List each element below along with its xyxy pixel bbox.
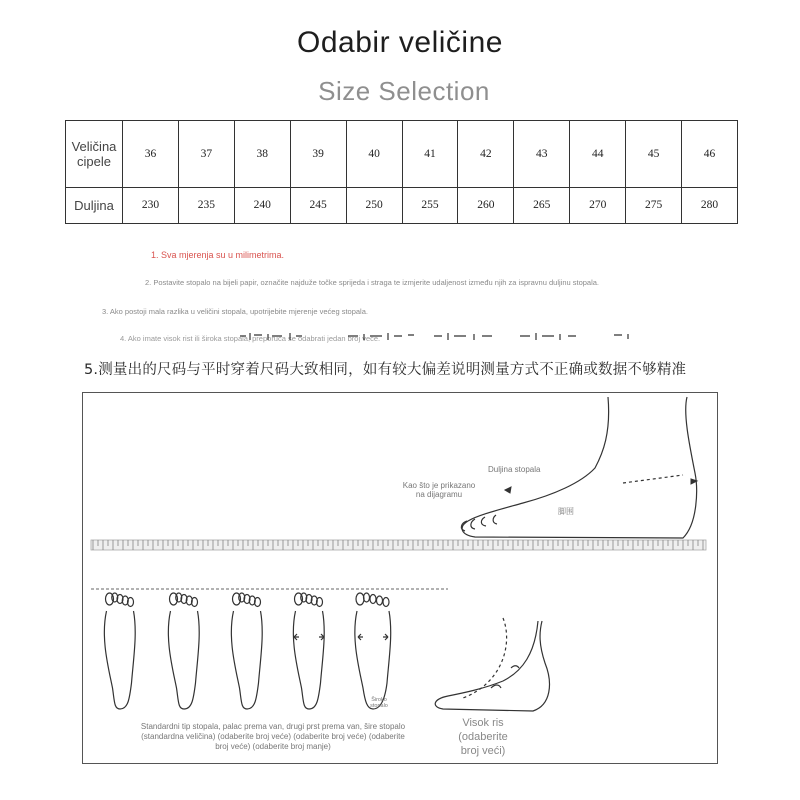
high-instep-foot (435, 618, 549, 711)
foot-outline (293, 593, 324, 709)
size-cell: 46 (682, 121, 738, 188)
note-1: 1. Sva mjerenja su u milimetrima. (151, 250, 285, 260)
foot-measure-illustration (82, 392, 718, 764)
note-3: 3. Ako postoji mala razlika u veličini stopala, upotrijebite mjerenje većeg stopala. (102, 307, 368, 316)
wide-foot-label (366, 697, 392, 709)
caption-line3: broj veće) (odaberite broj manje) (215, 742, 331, 751)
length-row-header: Duljina (66, 187, 123, 223)
length-cell: 240 (234, 187, 290, 223)
page-subtitle: Size Selection (318, 76, 490, 106)
length-cell: 255 (402, 187, 458, 223)
foot-outline (104, 593, 135, 709)
length-cell: 235 (178, 187, 234, 223)
length-cell: 260 (458, 187, 514, 223)
length-cell: 270 (570, 187, 626, 223)
size-row-header-line2: cipele (77, 153, 111, 169)
toe (377, 596, 383, 605)
size-cell: 36 (123, 121, 179, 188)
high-instep-label (447, 716, 519, 758)
toe (370, 595, 376, 604)
as-shown-line1: Kao što je prikazano (402, 481, 476, 490)
high-instep-line3: broj veći) (460, 745, 506, 757)
faded-text-artifact (238, 330, 638, 342)
size-cell: 39 (290, 121, 346, 188)
as-shown-label (395, 481, 483, 499)
foot-drawings (83, 393, 719, 765)
size-cell: 43 (514, 121, 570, 188)
note-4: 4. Ako imate visok rist ili široka stopala, preporuča se odabrati jedan broj veće. (120, 334, 381, 343)
length-cell: 265 (514, 187, 570, 223)
high-instep-line1: Visok ris (462, 717, 504, 729)
length-cell: 250 (346, 187, 402, 223)
width-arrow (294, 634, 324, 640)
toe (356, 593, 364, 605)
top-view-feet (104, 593, 390, 709)
length-arrows (505, 479, 697, 493)
note-2: 2. Postavite stopalo na bijeli papir, označite najduže točke sprijeda i straga te izmjerite udaljenost između njih za ispravnu duljinu stopala. (145, 278, 600, 287)
size-cell: 40 (346, 121, 402, 188)
width-arrow (358, 634, 388, 640)
size-cell: 41 (402, 121, 458, 188)
foot-outline (168, 593, 199, 709)
page-title: Odabir veličine (297, 26, 503, 59)
length-cell: 230 (123, 187, 179, 223)
size-row (66, 121, 738, 188)
as-shown-line2: na dijagramu (415, 490, 463, 499)
size-cell: 38 (234, 121, 290, 188)
size-cell: 45 (626, 121, 682, 188)
high-instep-line2: (odaberite (458, 731, 508, 743)
wide-foot-line1: Široko (371, 697, 387, 703)
size-row-header-line1: Veličina (71, 138, 117, 154)
size-cell: 42 (458, 121, 514, 188)
toe (383, 598, 389, 607)
length-cell: 275 (626, 187, 682, 223)
foot-outline (355, 593, 391, 709)
wide-foot-line2: stopalo (370, 703, 388, 709)
length-row (66, 187, 738, 223)
length-cell: 245 (290, 187, 346, 223)
size-table (65, 120, 738, 224)
size-cell: 44 (570, 121, 626, 188)
size-cell: 37 (178, 121, 234, 188)
foot-types-caption (113, 722, 433, 752)
caption-line1: Standardni tip stopala, palac prema van, drugi prst prema van, šire stopalo (140, 722, 406, 731)
foot-length-label: Duljina stopala (488, 465, 541, 474)
foot-girth-label: 脚围 (558, 507, 574, 516)
foot-outline (231, 593, 262, 709)
length-cell: 280 (682, 187, 738, 223)
caption-line2: (standardna veličina) (odaberite broj veće) (odaberite broj veće) (odaberite (141, 732, 405, 741)
size-row-header (66, 121, 123, 188)
note-5: 5.测量出的尺码与平时穿着尺码大致相同，如有较大偏差说明测量方式不正确或数据不够精准 (84, 362, 687, 378)
